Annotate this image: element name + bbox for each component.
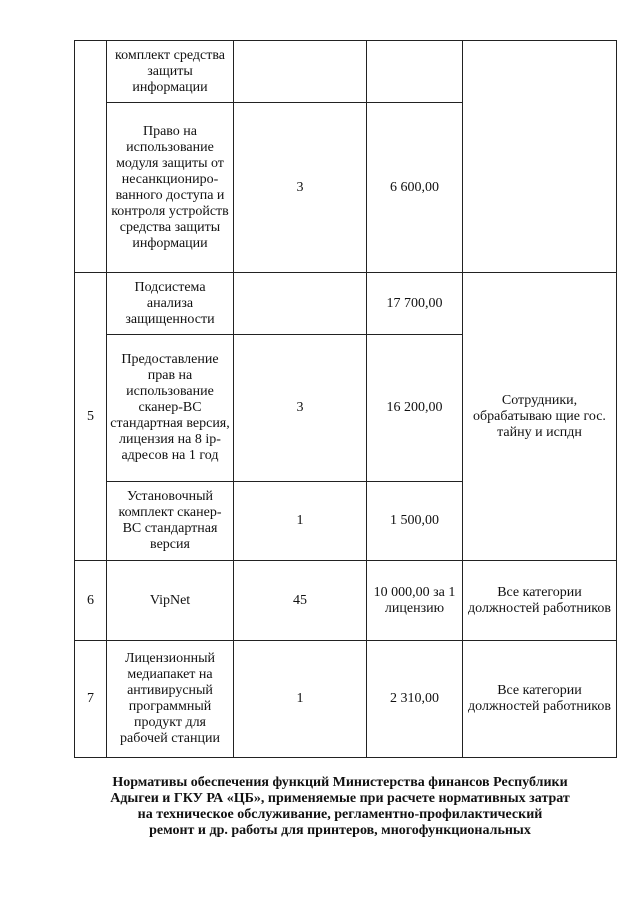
cell-category: Все категории должностей работников bbox=[463, 561, 617, 641]
heading-line: Адыгеи и ГКУ РА «ЦБ», применяемые при расчете нормативных затрат bbox=[110, 791, 570, 806]
cell-name: Установочный комплект сканер-ВС стандартная версия bbox=[107, 482, 234, 561]
heading-line: Нормативы обеспечения функций Министерства финансов Республики bbox=[112, 775, 568, 790]
cell-price: 16 200,00 bbox=[367, 335, 463, 482]
table-row bbox=[75, 273, 617, 335]
cell-quantity: 3 bbox=[234, 335, 367, 482]
cell-quantity: 1 bbox=[234, 482, 367, 561]
cell-name: Лицензионный медиапакет на антивирусный программный продукт для рабочей станции bbox=[107, 641, 234, 758]
cell-number: 7 bbox=[75, 641, 107, 758]
norms-table bbox=[74, 40, 617, 758]
cell-price: 1 500,00 bbox=[367, 482, 463, 561]
cell-name: Предоставление прав на использование сканер-ВС стандартная версия, лицензия на 8 ip-адресов на 1 год bbox=[107, 335, 234, 482]
cell-name: VipNet bbox=[107, 561, 234, 641]
cell-quantity bbox=[234, 273, 367, 335]
cell-name: Право на использование модуля защиты от несанкциониро-ванного доступа и контроля устройств средства защиты информации bbox=[107, 103, 234, 273]
heading-line: на техническое обслуживание, регламентно-профилактический bbox=[137, 807, 543, 822]
cell-quantity: 45 bbox=[234, 561, 367, 641]
section-heading bbox=[70, 775, 610, 839]
cell-price: 6 600,00 bbox=[367, 103, 463, 273]
table-row bbox=[75, 41, 617, 103]
cell-category bbox=[463, 41, 617, 273]
table-row bbox=[75, 641, 617, 758]
cell-number: 6 bbox=[75, 561, 107, 641]
cell-category: Все категории должностей работников bbox=[463, 641, 617, 758]
cell-price bbox=[367, 41, 463, 103]
cell-price: 2 310,00 bbox=[367, 641, 463, 758]
cell-number: 5 bbox=[75, 273, 107, 561]
cell-number bbox=[75, 41, 107, 273]
cell-quantity: 1 bbox=[234, 641, 367, 758]
cell-name: комплект средства защиты информации bbox=[107, 41, 234, 103]
cell-category: Сотрудники, обрабатываю щие гос. тайну и испдн bbox=[463, 273, 617, 561]
cell-quantity: 3 bbox=[234, 103, 367, 273]
heading-line: ремонт и др. работы для принтеров, многофункциональных bbox=[149, 823, 531, 838]
cell-price: 10 000,00 за 1 лицензию bbox=[367, 561, 463, 641]
cell-quantity bbox=[234, 41, 367, 103]
cell-price: 17 700,00 bbox=[367, 273, 463, 335]
table-row bbox=[75, 561, 617, 641]
cell-name: Подсистема анализа защищенности bbox=[107, 273, 234, 335]
